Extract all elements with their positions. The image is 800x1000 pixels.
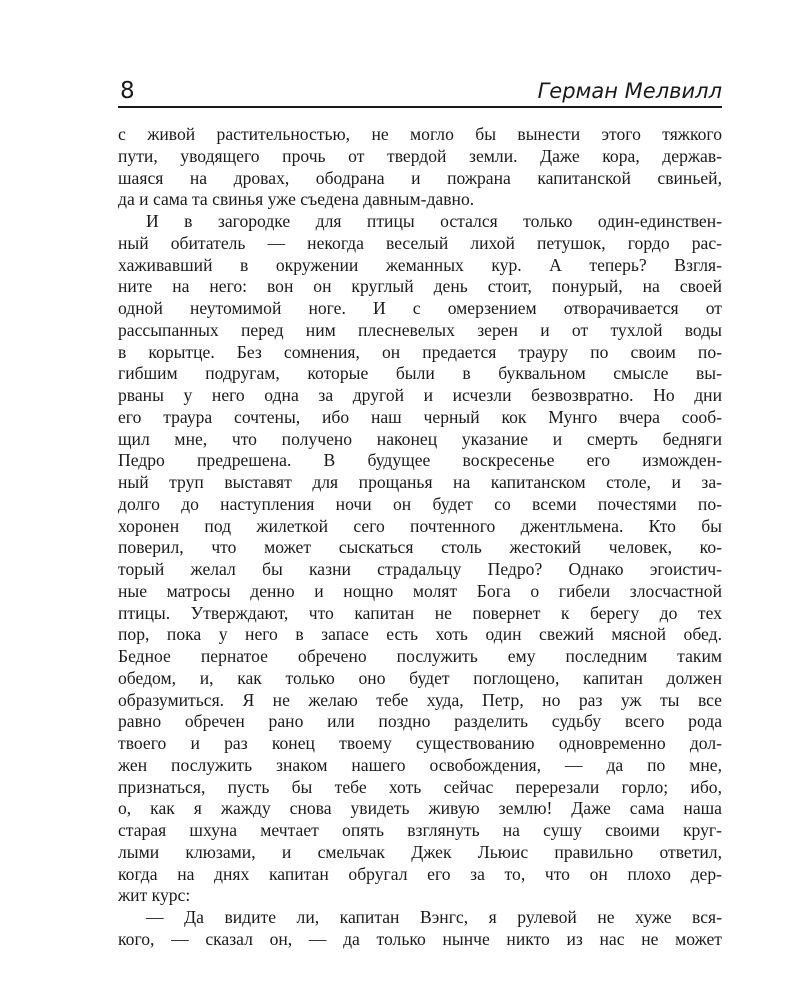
text-line: твоего и раз конец твоему существованию одновременно дол- (118, 733, 722, 753)
text-line: о, как я жажду снова увидеть живую землю! Даже сама наша (118, 798, 722, 819)
text-line: — Да видите ли, капитан Вэнгс, я рулевой не хуже вся- (146, 907, 722, 927)
text-line: ные матросы денно и нощно молят Бога о гибели злосчастной (118, 580, 722, 601)
body-text (118, 124, 722, 951)
text-line: долго до наступления ночи он будет со всеми почестями по- (118, 493, 722, 514)
text-line: когда на днях капитан обругал его за то, что он плохо дер- (118, 863, 722, 884)
text-line: с живой растительностью, не могло бы вынести этого тяжкого (118, 124, 722, 144)
text-line: его траура сочтены, ибо наш черный кок Мунго вчера сооб- (118, 406, 722, 427)
text-line: одной неутомимой ноге. И с омерзением отворачивается от (118, 298, 722, 318)
page-number: 8 (120, 78, 135, 104)
text-line: И в загородке для птицы остался только один-единствен- (146, 211, 722, 231)
text-line: старая шхуна мечтает опять взглянуть на сушу своими круг- (118, 820, 722, 840)
text-line: равно обречен рано или поздно разделить судьбу всего рода (118, 711, 722, 732)
text-line: обедом, и, как только оно будет поглощено, капитан должен (118, 667, 722, 688)
text-line: Педро предрешена. В будущее воскресенье его изможден- (118, 450, 722, 471)
text-line: да и сама та свинья уже съедена давным-давно. (118, 189, 475, 210)
text-line: пор, пока у него в запасе есть хоть один свежий мясной обед. (118, 624, 722, 645)
text-line: хаживавший в окружении жеманных кур. А теперь? Взгля- (118, 254, 722, 275)
text-line: хоронен под жилеткой сего почтенного джентльмена. Кто бы (118, 515, 722, 536)
text-line: ный обитатель — некогда веселый лихой петушок, гордо рас- (118, 232, 722, 253)
text-line: торый желал бы казни страдальцу Педро? Однако эгоистич- (118, 559, 722, 579)
text-line: в корытце. Без сомнения, он предается трауру по своим по- (118, 341, 722, 362)
text-line: Бедное пернатое обречено послужить ему последним таким (118, 646, 722, 666)
text-line: рваны у него одна за другой и исчезли безвозвратно. Но дни (118, 385, 722, 405)
text-line: щил мне, что получено наконец указание и смерть бедняги (118, 428, 722, 449)
text-line: жит курс: (118, 885, 191, 906)
page-header (118, 70, 722, 108)
text-line: кого, — сказал он, — да только нынче никто из нас не может (118, 928, 722, 949)
text-line: лыми клюзами, и смельчак Джек Льюис правильно ответил, (118, 841, 722, 862)
text-line: птицы. Утверждают, что капитан не повернет к берегу до тех (118, 602, 722, 623)
book-page (118, 70, 722, 951)
text-line: рассыпанных перед ним плесневелых зерен и от тухлой воды (118, 319, 722, 340)
text-line: ный труп выставят для прощанья на капитанском столе, и за- (118, 472, 722, 492)
text-line: жен послужить знаком нашего освобождения, — да по мне, (118, 754, 722, 775)
text-line: ните на него: вон он круглый день стоит, понурый, на своей (118, 276, 722, 297)
text-line: образумиться. Я не желаю тебе худа, Петр, но раз уж ты все (118, 689, 722, 710)
text-line: пути, уводящего прочь от твердой земли. Даже кора, держав- (118, 145, 722, 166)
text-line: поверил, что может сыскаться столь жестокий человек, ко- (118, 537, 722, 558)
text-line: гибшим подругам, которые были в буквальном смысле вы- (118, 363, 722, 384)
text-line: шаяся на дровах, ободрана и пожрана капитанской свиньей, (118, 167, 722, 188)
text-line: признаться, пусть бы тебе хоть сейчас перерезали горло; ибо, (118, 776, 722, 797)
running-head-author: Герман Мелвилл (537, 79, 722, 103)
